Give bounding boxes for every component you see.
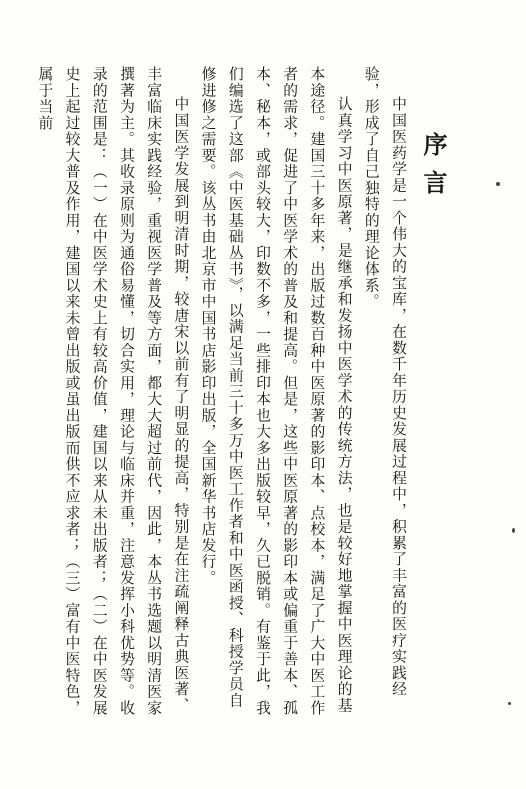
paragraph-3: 中国医学发展到明清时期，较唐宋以前有了明显的提高，特别是在注疏阐释古典医著、丰富临床实践经验，重视医学普及等方面，都大大超过前代，因此，本丛书选题以明清医家撰著为主。其收录原则为通俗易懂，切合实用，理论与临床并重，注意发挥小科优势等。收录的范围是：（一）在中医学术史上有较高价值，建国以来从未出版者；（二）在中医发展史上起过较大普及作用，建国以来未曾出版或虽出版而供不应求者；（三）富有中医特色，属于当前 [36,66,190,716]
scan-speck [508,702,511,705]
paragraph-2: 认真学习中医原著，是继承和发扬中医学术的传统方法，也是较好地掌握中医理论的基本途径。建国三十多年来，出版过数百种中医原著的影印本、点校本，满足了广大中医工作者的需求，促进了中医学术的普及和提高。但是，这些中医原著的影印本或偏重于善本、孤本、秘本，或部头较大，印数不多，一些排印本也大多出版较早，久已脱销。有鉴于此，我们编选了这部《中医基础丛书》，以满足当前三十多万中医工作者和中医函授、科授学员自修进修之需要。该丛书由北京市中国书店影印出版，全国新华书店发行。 [199,66,353,716]
page-title: 序言 [419,132,448,208]
scan-speck [512,528,515,533]
scan-speck [496,182,500,186]
paragraph-1: 中国医药学是一个伟大的宝库，在数千年历史发展过程中，积累了丰富的医疗实践经验，形成了自己独特的理论体系。 [362,66,407,697]
preface-body [36,66,412,718]
